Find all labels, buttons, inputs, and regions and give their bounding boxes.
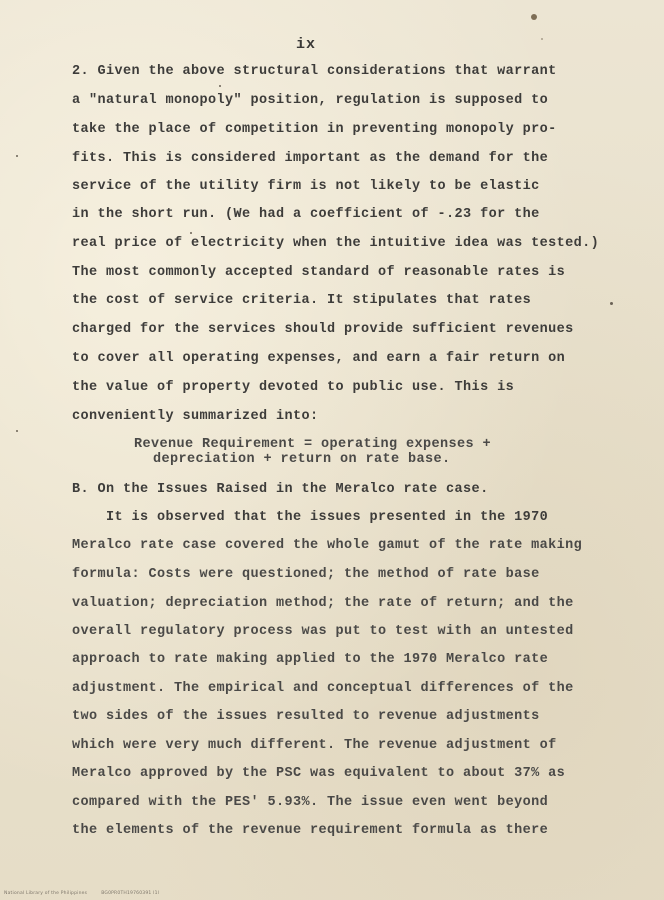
text-line: take the place of competition in preventing monopoly pro- <box>72 122 557 137</box>
formula-line-2: depreciation + return on rate base. <box>153 452 451 467</box>
text-line: two sides of the issues resulted to revenue adjustments <box>72 709 540 724</box>
section-heading: B. On the Issues Raised in the Meralco rate case. <box>72 482 489 497</box>
text-line: adjustment. The empirical and conceptual differences of the <box>72 681 574 696</box>
ink-speck <box>190 232 192 234</box>
ink-speck <box>610 302 613 305</box>
text-line: Meralco approved by the PSC was equivalent to about 37% as <box>72 766 566 781</box>
ink-speck <box>16 430 18 432</box>
text-line: approach to rate making applied to the 1970 Meralco rate <box>72 652 549 667</box>
ink-speck <box>16 155 18 157</box>
ink-speck <box>219 85 221 87</box>
text-line: which were very much different. The revenue adjustment of <box>72 738 557 753</box>
text-line: the cost of service criteria. It stipulates that rates <box>72 293 532 308</box>
text-line: the value of property devoted to public use. This is <box>72 380 515 395</box>
ink-speck <box>541 38 543 40</box>
ink-spot <box>531 14 537 20</box>
text-line: The most commonly accepted standard of reasonable rates is <box>72 265 566 280</box>
text-line: in the short run. (We had a coefficient of -.23 for the <box>72 207 540 222</box>
text-line: It is observed that the issues presented in the 1970 <box>72 510 549 525</box>
text-line: service of the utility firm is not likely to be elastic <box>72 179 540 194</box>
text-line: compared with the PES' 5.93%. The issue even went beyond <box>72 795 549 810</box>
text-line: charged for the services should provide sufficient revenues <box>72 322 574 337</box>
text-line: fits. This is considered important as the demand for the <box>72 151 549 166</box>
text-line: Meralco rate case covered the whole gamut of the rate making <box>72 538 583 553</box>
formula-line-1: Revenue Requirement = operating expenses + <box>134 437 492 452</box>
text-line: a "natural monopoly" position, regulation is supposed to <box>72 93 549 108</box>
text-line: overall regulatory process was put to test with an untested <box>72 624 574 639</box>
scan-code: BG0PR0TH19760391 l1l <box>101 891 160 896</box>
text-line: the elements of the revenue requirement formula as there <box>72 823 549 838</box>
text-line: to cover all operating expenses, and earn a fair return on <box>72 351 566 366</box>
text-line: valuation; depreciation method; the rate of return; and the <box>72 596 574 611</box>
page-number: ix <box>296 36 317 53</box>
text-line: 2. Given the above structural considerations that warrant <box>72 64 557 79</box>
text-line: formula: Costs were questioned; the method of rate base <box>72 567 540 582</box>
scan-footer <box>4 891 159 896</box>
text-line: conveniently summarized into: <box>72 409 319 424</box>
text-line: real price of electricity when the intuitive idea was tested.) <box>72 236 600 251</box>
library-credit: National Library of the Philippines <box>4 891 88 896</box>
